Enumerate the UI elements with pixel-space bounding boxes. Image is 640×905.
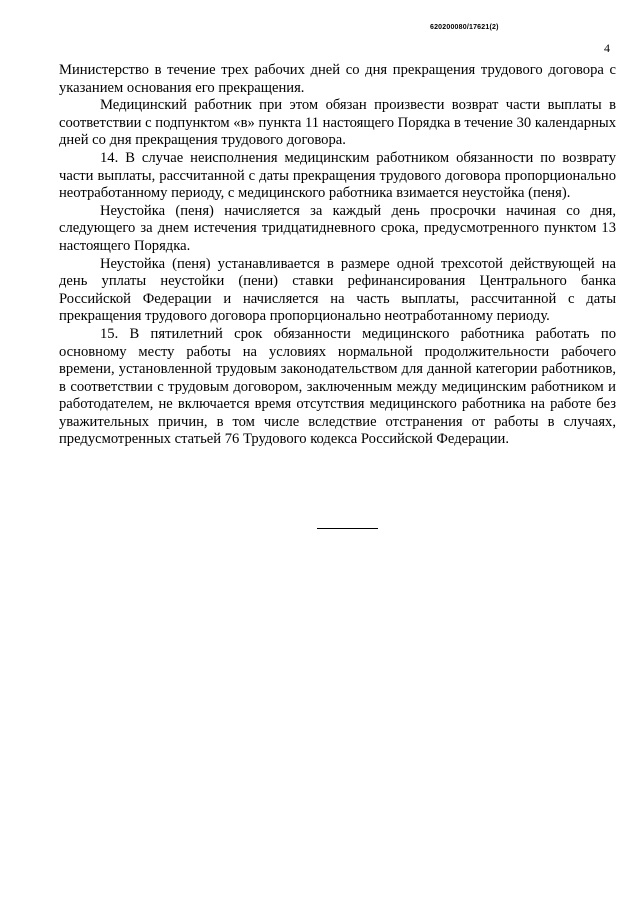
paragraph-continuation: Министерство в течение трех рабочих дней со дня прекращения трудового договора с указанием основания его прекращения. [59,62,616,96]
paragraph-section-15: 15. В пятилетний срок обязанности медицинского работника работать по основному месту работы на условиях нормальной продолжительности рабочего времени, установленной трудовым законодательством для данной категории работников, в соответствии с трудовым договором, заключенным между медицинским работником и работодателем, не включается время отсутствия медицинского работника на работе без уважительных причин, в том числе вследствие отстранения от работы в случаях, предусмотренных статьей 76 Трудового кодекса Российской Федерации. [59,325,616,448]
document-body [59,62,616,449]
end-of-text-rule [317,528,378,529]
paragraph-penalty-rate: Неустойка (пеня) устанавливается в размере одной трехсотой действующей на день уплаты неустойки (пени) ставки рефинансирования Центрального банка Российской Федерации и начисляется на часть выплаты, рассчитанной с даты прекращения трудового договора пропорционально неотработанному периоду. [59,255,616,325]
paragraph-section-14: 14. В случае неисполнения медицинским работником обязанности по возврату части выплаты, рассчитанной с даты прекращения трудового договора пропорционально неотработанному периоду, с медицинского работника взимается неустойка (пеня). [59,149,616,202]
document-registration-code: 620200080/17621(2) [430,24,499,31]
paragraph-refund-obligation: Медицинский работник при этом обязан произвести возврат части выплаты в соответствии с подпунктом «в» пункта 11 настоящего Порядка в течение 30 календарных дней со дня прекращения трудового договора. [59,97,616,149]
paragraph-penalty-accrual: Неустойка (пеня) начисляется за каждый день просрочки начиная со дня, следующего за днем истечения тридцатидневного срока, предусмотренного пунктом 13 настоящего Порядка. [59,202,616,254]
page-number: 4 [604,41,610,55]
